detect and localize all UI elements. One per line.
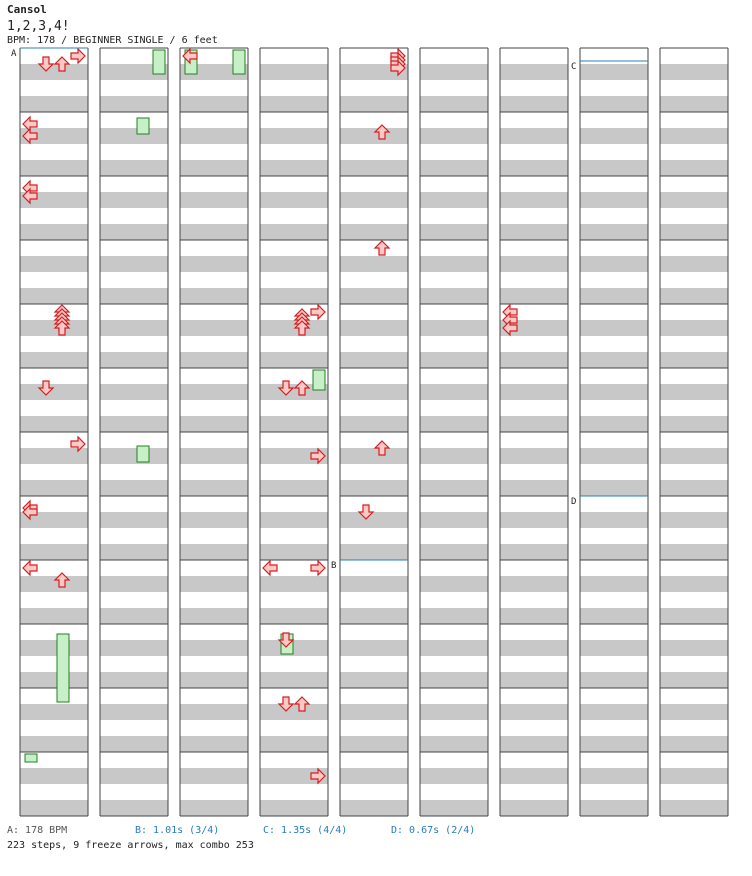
beat-stripe [100, 160, 168, 176]
beat-stripe [660, 256, 728, 272]
beat-stripe [20, 384, 88, 400]
beat-stripe [500, 704, 568, 720]
freeze-arrow [57, 634, 69, 702]
beat-stripe [580, 160, 648, 176]
beat-stripe [420, 640, 488, 656]
beat-stripe [420, 96, 488, 112]
beat-stripe [20, 416, 88, 432]
beat-stripe [420, 768, 488, 784]
beat-stripe [340, 704, 408, 720]
beat-stripe [420, 512, 488, 528]
beat-stripe [660, 96, 728, 112]
beat-stripe [660, 416, 728, 432]
beat-stripe [340, 576, 408, 592]
beat-stripe [180, 736, 248, 752]
beat-stripe [420, 320, 488, 336]
beat-stripe [180, 672, 248, 688]
beat-stripe [660, 704, 728, 720]
beat-stripe [20, 768, 88, 784]
beat-stripe [100, 320, 168, 336]
beat-stripe [420, 608, 488, 624]
beat-stripe [340, 384, 408, 400]
marker-label: B [331, 561, 337, 571]
beat-stripe [20, 288, 88, 304]
beat-stripe [660, 576, 728, 592]
beat-stripe [580, 96, 648, 112]
beat-stripe [580, 640, 648, 656]
beat-stripe [500, 672, 568, 688]
marker-label: C [571, 62, 577, 72]
beat-stripe [580, 480, 648, 496]
beat-stripe [20, 736, 88, 752]
marker-label: D [571, 497, 577, 507]
beat-stripe [100, 224, 168, 240]
beat-stripe [100, 704, 168, 720]
beat-stripe [660, 768, 728, 784]
beat-stripe [660, 384, 728, 400]
beat-stripe [580, 384, 648, 400]
beat-stripe [580, 608, 648, 624]
beat-stripe [20, 96, 88, 112]
beat-stripe [500, 96, 568, 112]
beat-stripe [260, 480, 328, 496]
beat-stripe [180, 576, 248, 592]
freeze-arrow [313, 370, 325, 390]
chart-stats: 223 steps, 9 freeze arrows, max combo 253 [7, 840, 254, 851]
beat-stripe [420, 544, 488, 560]
beat-stripe [260, 800, 328, 816]
beat-stripe [660, 192, 728, 208]
beat-stripe [660, 288, 728, 304]
beat-stripe [500, 640, 568, 656]
beat-stripe [100, 128, 168, 144]
beat-stripe [100, 640, 168, 656]
beat-stripe [260, 352, 328, 368]
beat-stripe [500, 512, 568, 528]
beat-stripe [660, 224, 728, 240]
beat-stripe [580, 576, 648, 592]
beat-stripe [420, 384, 488, 400]
beat-stripe [580, 448, 648, 464]
beat-stripe [580, 672, 648, 688]
beat-stripe [180, 160, 248, 176]
beat-stripe [420, 416, 488, 432]
beat-stripe [420, 480, 488, 496]
beat-stripe [660, 448, 728, 464]
beat-stripe [180, 704, 248, 720]
beat-stripe [500, 64, 568, 80]
beat-stripe [500, 608, 568, 624]
stop-c-legend: C: 1.35s (4/4) [263, 825, 348, 836]
beat-stripe [340, 224, 408, 240]
beat-stripe [500, 224, 568, 240]
beat-stripe [580, 416, 648, 432]
beat-stripe [660, 320, 728, 336]
beat-stripe [100, 736, 168, 752]
song-subtitle: 1,2,3,4! [7, 19, 70, 34]
beat-stripe [260, 672, 328, 688]
beat-stripe [500, 768, 568, 784]
beat-stripe [660, 544, 728, 560]
beat-stripe [500, 480, 568, 496]
beat-stripe [260, 512, 328, 528]
beat-stripe [500, 160, 568, 176]
beat-stripe [580, 128, 648, 144]
beat-stripe [260, 544, 328, 560]
beat-stripe [660, 352, 728, 368]
beat-stripe [340, 448, 408, 464]
beat-stripe [660, 800, 728, 816]
beat-stripe [20, 608, 88, 624]
beat-stripe [180, 96, 248, 112]
beat-stripe [580, 800, 648, 816]
beat-stripe [100, 544, 168, 560]
beat-stripe [260, 256, 328, 272]
beat-stripe [260, 128, 328, 144]
beat-stripe [500, 576, 568, 592]
beat-stripe [420, 704, 488, 720]
beat-stripe [100, 768, 168, 784]
beat-stripe [340, 96, 408, 112]
beat-stripe [260, 416, 328, 432]
beat-stripe [340, 256, 408, 272]
beat-stripe [660, 160, 728, 176]
beat-stripe [340, 320, 408, 336]
beat-stripe [180, 320, 248, 336]
beat-stripe [20, 672, 88, 688]
beat-stripe [20, 800, 88, 816]
freeze-arrow [137, 118, 149, 134]
beat-stripe [660, 672, 728, 688]
beat-stripe [260, 736, 328, 752]
beat-stripe [420, 736, 488, 752]
beat-stripe [420, 448, 488, 464]
beat-stripe [20, 64, 88, 80]
beat-stripe [340, 480, 408, 496]
beat-stripe [340, 640, 408, 656]
beat-stripe [100, 512, 168, 528]
freeze-arrow [25, 754, 37, 762]
beat-stripe [100, 672, 168, 688]
beat-stripe [20, 704, 88, 720]
beat-stripe [340, 128, 408, 144]
beat-stripe [420, 224, 488, 240]
beat-stripe [180, 448, 248, 464]
beat-stripe [260, 320, 328, 336]
beat-stripe [260, 160, 328, 176]
beat-stripe [660, 128, 728, 144]
beat-stripe [260, 576, 328, 592]
beat-stripe [180, 480, 248, 496]
beat-stripe [260, 640, 328, 656]
beat-stripe [660, 736, 728, 752]
beat-stripe [420, 256, 488, 272]
beat-stripe [180, 192, 248, 208]
beat-stripe [260, 192, 328, 208]
beat-stripe [340, 672, 408, 688]
beat-stripe [180, 256, 248, 272]
beat-stripe [20, 320, 88, 336]
beat-stripe [100, 800, 168, 816]
stop-d-legend: D: 0.67s (2/4) [391, 825, 476, 836]
beat-stripe [180, 352, 248, 368]
song-title: Cansol [7, 3, 47, 16]
beat-stripe [500, 800, 568, 816]
beat-stripe [100, 576, 168, 592]
bpm-legend: A: 178 BPM [7, 825, 68, 836]
beat-stripe [340, 800, 408, 816]
stop-b-legend: B: 1.01s (3/4) [135, 825, 220, 836]
beat-stripe [180, 416, 248, 432]
beat-stripe [340, 192, 408, 208]
beat-stripe [260, 288, 328, 304]
beat-stripe [180, 288, 248, 304]
beat-stripe [20, 640, 88, 656]
beat-stripe [660, 64, 728, 80]
beat-stripe [260, 704, 328, 720]
beat-stripe [340, 544, 408, 560]
beat-stripe [500, 192, 568, 208]
beat-stripe [420, 160, 488, 176]
beat-stripe [180, 384, 248, 400]
beat-stripe [580, 224, 648, 240]
beat-stripe [100, 288, 168, 304]
beat-stripe [100, 256, 168, 272]
beat-stripe [260, 96, 328, 112]
beat-stripe [500, 736, 568, 752]
beat-stripe [420, 576, 488, 592]
beat-stripe [580, 288, 648, 304]
beat-stripe [420, 192, 488, 208]
beat-stripe [580, 736, 648, 752]
beat-stripe [20, 352, 88, 368]
beat-stripe [580, 256, 648, 272]
beat-stripe [340, 416, 408, 432]
beat-stripe [20, 224, 88, 240]
freeze-arrow [137, 446, 149, 462]
beat-stripe [500, 128, 568, 144]
beat-stripe [20, 544, 88, 560]
beat-stripe [420, 128, 488, 144]
beat-stripe [180, 640, 248, 656]
beat-stripe [500, 288, 568, 304]
beat-stripe [100, 96, 168, 112]
beat-stripe [340, 768, 408, 784]
beat-stripe [500, 256, 568, 272]
beat-stripe [580, 768, 648, 784]
beat-stripe [420, 288, 488, 304]
beat-stripe [500, 448, 568, 464]
beat-stripe [660, 512, 728, 528]
beat-stripe [420, 352, 488, 368]
beat-stripe [340, 288, 408, 304]
beat-stripe [580, 544, 648, 560]
beat-stripe [260, 608, 328, 624]
beat-stripe [660, 640, 728, 656]
beat-stripe [580, 320, 648, 336]
beat-stripe [180, 608, 248, 624]
beat-stripe [100, 480, 168, 496]
beat-stripe [180, 128, 248, 144]
beat-stripe [100, 416, 168, 432]
beat-stripe [420, 672, 488, 688]
beat-stripe [100, 192, 168, 208]
marker-label: A [11, 49, 17, 59]
beat-stripe [500, 384, 568, 400]
beat-stripe [340, 160, 408, 176]
beat-stripe [20, 160, 88, 176]
beat-stripe [340, 736, 408, 752]
beat-stripe [420, 64, 488, 80]
beat-stripe [580, 192, 648, 208]
beat-stripe [580, 512, 648, 528]
beat-stripe [660, 480, 728, 496]
beat-stripe [100, 384, 168, 400]
beat-stripe [660, 608, 728, 624]
beat-stripe [500, 352, 568, 368]
beat-stripe [500, 416, 568, 432]
beat-stripe [100, 448, 168, 464]
beat-stripe [580, 64, 648, 80]
beat-stripe [20, 480, 88, 496]
song-info: BPM: 178 / BEGINNER SINGLE / 6 feet [7, 35, 218, 46]
beat-stripe [180, 768, 248, 784]
beat-stripe [500, 544, 568, 560]
beat-stripe [180, 512, 248, 528]
beat-stripe [580, 704, 648, 720]
beat-stripe [260, 64, 328, 80]
beat-stripe [100, 352, 168, 368]
beat-stripe [340, 512, 408, 528]
beat-stripe [20, 256, 88, 272]
beat-stripe [180, 800, 248, 816]
beat-stripe [420, 800, 488, 816]
beat-stripe [180, 224, 248, 240]
beat-stripe [20, 576, 88, 592]
beat-stripe [260, 224, 328, 240]
freeze-arrow [233, 50, 245, 74]
beat-stripe [580, 352, 648, 368]
freeze-arrow [153, 50, 165, 74]
beat-stripe [340, 352, 408, 368]
beat-stripe [100, 608, 168, 624]
beat-stripe [180, 544, 248, 560]
beat-stripe [340, 608, 408, 624]
